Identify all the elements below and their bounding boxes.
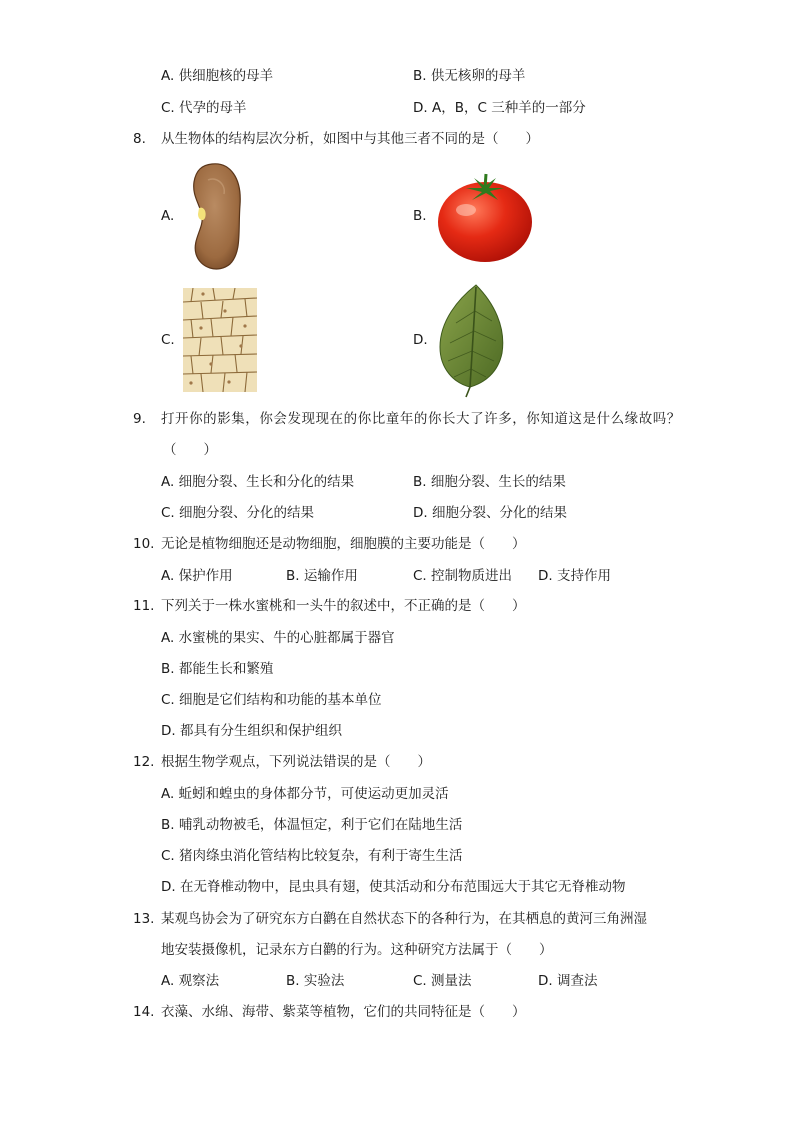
q10-number: 10. [133, 536, 155, 552]
q13-option-b: B. 实验法 [286, 973, 345, 989]
q13-stem-line1: 某观鸟协会为了研究东方白鹳在自然状态下的各种行为，在其栖息的黄河三角洲湿 [161, 911, 647, 927]
q12-option-c: C. 猪肉绦虫消化管结构比较复杂，有利于寄生生活 [161, 848, 463, 864]
q10-option-b: B. 运输作用 [286, 568, 358, 584]
onion-epidermis-cells-icon [183, 288, 257, 392]
q10-option-a: A. 保护作用 [161, 568, 233, 584]
q8-label-b: B. [413, 208, 427, 224]
q7-option-a: A. 供细胞核的母羊 [161, 68, 274, 84]
q11-number: 11. [133, 598, 155, 614]
q11-option-b: B. 都能生长和繁殖 [161, 661, 274, 677]
q14-stem: 衣藻、水绵、海带、紫菜等植物，它们的共同特征是（ ） [161, 1004, 526, 1020]
q13-option-a: A. 观察法 [161, 973, 220, 989]
q9-option-c: C. 细胞分裂、分化的结果 [161, 505, 315, 521]
q7-option-b: B. 供无核卵的母羊 [413, 68, 526, 84]
q9-stem: 打开你的影集，你会发现现在的你比童年的你长大了许多，你知道这是什么缘故吗？ [161, 411, 681, 427]
q12-option-b: B. 哺乳动物被毛，体温恒定，利于它们在陆地生活 [161, 817, 463, 833]
q10-stem: 无论是植物细胞还是动物细胞，细胞膜的主要功能是（ ） [161, 536, 526, 552]
q13-option-d: D. 调查法 [538, 973, 598, 989]
q9-paren: （ ） [163, 442, 217, 458]
q8-label-a: A. [161, 208, 175, 224]
q9-option-d: D. 细胞分裂、分化的结果 [413, 505, 567, 521]
q13-stem-line2: 地安装摄像机，记录东方白鹳的行为。这种研究方法属于（ ） [161, 942, 553, 958]
q8-number: 8. [133, 131, 146, 147]
q12-stem: 根据生物学观点，下列说法错误的是（ ） [161, 754, 431, 770]
q7-option-c: C. 代孕的母羊 [161, 100, 247, 116]
q8-label-d: D. [413, 332, 428, 348]
q10-option-c: C. 控制物质进出 [413, 568, 513, 584]
q7-option-d: D. A，B，C 三种羊的一部分 [413, 100, 586, 116]
q13-number: 13. [133, 911, 155, 927]
q12-option-d: D. 在无脊椎动物中，昆虫具有翅，使其活动和分布范围远大于其它无脊椎动物 [161, 879, 626, 895]
q9-number: 9. [133, 411, 146, 427]
q10-option-d: D. 支持作用 [538, 568, 611, 584]
bean-seed-icon [190, 160, 245, 272]
q14-number: 14. [133, 1004, 155, 1020]
leaf-icon [436, 283, 508, 399]
q12-number: 12. [133, 754, 155, 770]
q11-option-c: C. 细胞是它们结构和功能的基本单位 [161, 692, 382, 708]
q13-option-c: C. 测量法 [413, 973, 472, 989]
tomato-icon [436, 170, 534, 264]
q8-label-c: C. [161, 332, 175, 348]
q11-stem: 下列关于一株水蜜桃和一头牛的叙述中，不正确的是（ ） [161, 598, 526, 614]
q9-option-a: A. 细胞分裂、生长和分化的结果 [161, 474, 355, 490]
q11-option-d: D. 都具有分生组织和保护组织 [161, 723, 342, 739]
q12-option-a: A. 蚯蚓和蝗虫的身体都分节，可使运动更加灵活 [161, 786, 449, 802]
q11-option-a: A. 水蜜桃的果实、牛的心脏都属于器官 [161, 630, 395, 646]
q9-option-b: B. 细胞分裂、生长的结果 [413, 474, 566, 490]
q8-stem: 从生物体的结构层次分析，如图中与其他三者不同的是（ ） [161, 131, 539, 147]
